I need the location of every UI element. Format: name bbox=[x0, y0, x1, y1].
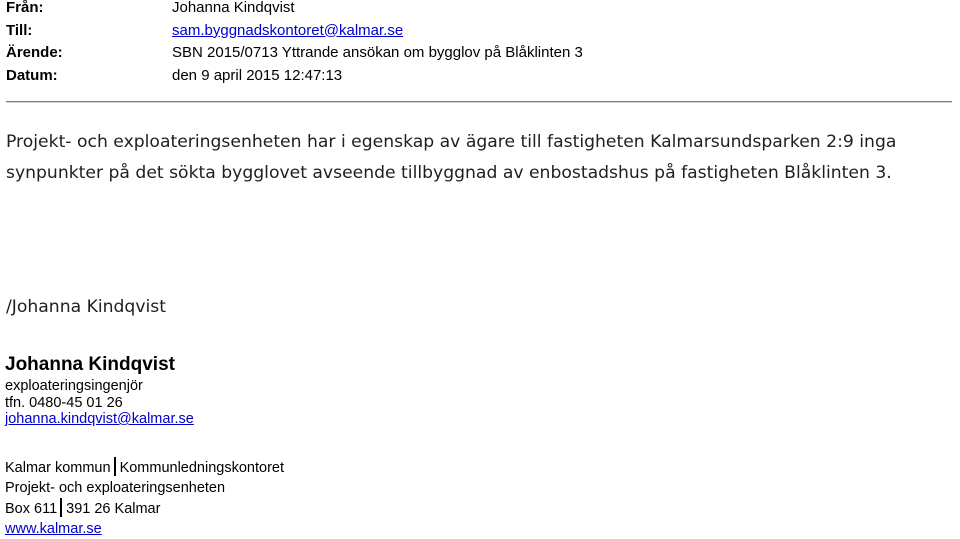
organization-name: Kalmar kommun bbox=[5, 460, 111, 476]
subject-row bbox=[6, 42, 946, 65]
separator-bar bbox=[114, 457, 116, 476]
organization-line bbox=[5, 457, 284, 478]
address-line bbox=[5, 498, 284, 519]
message-body: Projekt- och exploateringsenheten har i egenskap av ägare till fastigheten Kalmarsundsparken 2:9 inga synpunkter på det sökta bygglovet avseende tillbyggnad av enbostadshus på fastigheten Blåklinten 3. bbox=[6, 132, 897, 183]
signature-name: Johanna Kindqvist bbox=[5, 354, 175, 375]
from-value: Johanna Kindqvist bbox=[172, 0, 295, 16]
organization-block bbox=[5, 457, 284, 539]
to-email-link[interactable]: sam.byggnadskontoret@kalmar.se bbox=[172, 21, 404, 39]
subject-label: Ärende: bbox=[6, 44, 63, 61]
to-label: Till: bbox=[6, 21, 33, 39]
signature-email-link[interactable]: johanna.kindqvist@kalmar.se bbox=[5, 411, 194, 427]
date-value: den 9 april 2015 12:47:13 bbox=[172, 66, 343, 84]
from-label: Från: bbox=[6, 0, 44, 16]
signature-phone: tfn. 0480-45 01 26 bbox=[5, 394, 123, 411]
po-box: Box 611 bbox=[5, 501, 58, 517]
email-header bbox=[6, 0, 946, 87]
department-name: Kommunledningskontoret bbox=[119, 460, 284, 476]
date-label: Datum: bbox=[6, 66, 58, 84]
unit-name: Projekt- och exploateringsenheten bbox=[5, 479, 226, 496]
signature-title: exploateringsingenjör bbox=[5, 378, 143, 394]
date-row bbox=[6, 65, 946, 88]
postal-address: 391 26 Kalmar bbox=[66, 501, 161, 517]
message-greeting: /Johanna Kindqvist bbox=[6, 297, 166, 317]
to-row bbox=[6, 20, 946, 43]
website-link[interactable]: www.kalmar.se bbox=[5, 520, 102, 537]
subject-value: SBN 2015/0713 Yttrande ansökan om bygglov på Blåklinten 3 bbox=[172, 44, 583, 61]
email-signature bbox=[5, 352, 194, 428]
separator-bar bbox=[60, 498, 62, 517]
from-row bbox=[6, 0, 946, 20]
header-divider bbox=[6, 101, 952, 103]
